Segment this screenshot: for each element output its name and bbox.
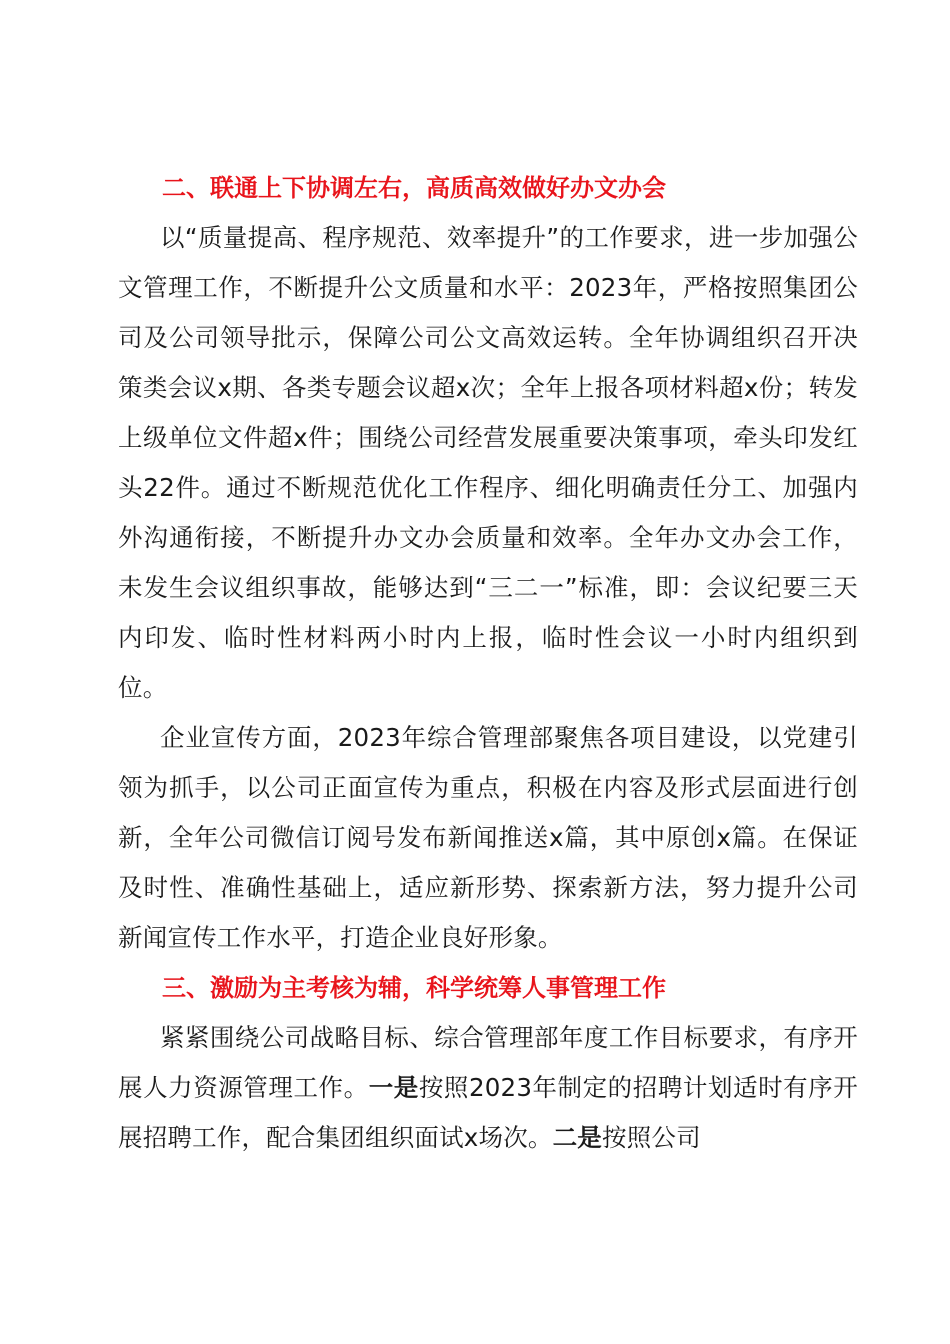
section-2-paragraph-1: 以“质量提高、程序规范、效率提升”的工作要求，进一步加强公文管理工作，不断提升公文质量和水平：2023年，严格按照集团公司及公司领导批示，保障公司公文高效运转。全年协调组织召开决策类会议x期、各类专题会议超x次；全年上报各项材料超x份；转发上级单位文件超x件；围绕公司经营发展重要决策事项，牵头印发红头22件。通过不断规范优化工作程序、细化明确责任分工、加强内外沟通衔接，不断提升办文办会质量和效率。全年办文办会工作，未发生会议组织事故，能够达到“三二一”标准，即：会议纪要三天内印发、临时性材料两小时内上报，临时性会议一小时内组织到位。 [118, 223, 858, 702]
section-2-paragraph-2: 企业宣传方面，2023年综合管理部聚焦各项目建设，以党建引领为抓手，以公司正面宣传为重点，积极在内容及形式层面进行创新，全年公司微信订阅号发布新闻推送x篇，其中原创x篇。在保证及时性、准确性基础上，适应新形势、探索新方法，努力提升公司新闻宣传工作水平，打造企业良好形象。 [118, 723, 858, 952]
section-3-intro-text: 紧紧围绕公司战略目标、综合管理部年度工作目标要求，有序开展人力资源管理工作。 [118, 1023, 858, 1102]
point-two-marker: 二是 [552, 1123, 603, 1152]
document-body [118, 163, 858, 1163]
point-one-marker: 一是 [368, 1073, 419, 1102]
section-3-heading: 三、激励为主考核为辅，科学统筹人事管理工作 [162, 973, 666, 1002]
point-one-text: 按照2023年制定的招聘计划适时有序开展招聘工作，配合集团组织面试x场次。 [118, 1073, 858, 1152]
point-two-text: 按照公司 [602, 1123, 701, 1152]
section-3-paragraph-1 [118, 1013, 858, 1163]
section-2-heading: 二、联通上下协调左右，高质高效做好办文办会 [162, 173, 666, 202]
